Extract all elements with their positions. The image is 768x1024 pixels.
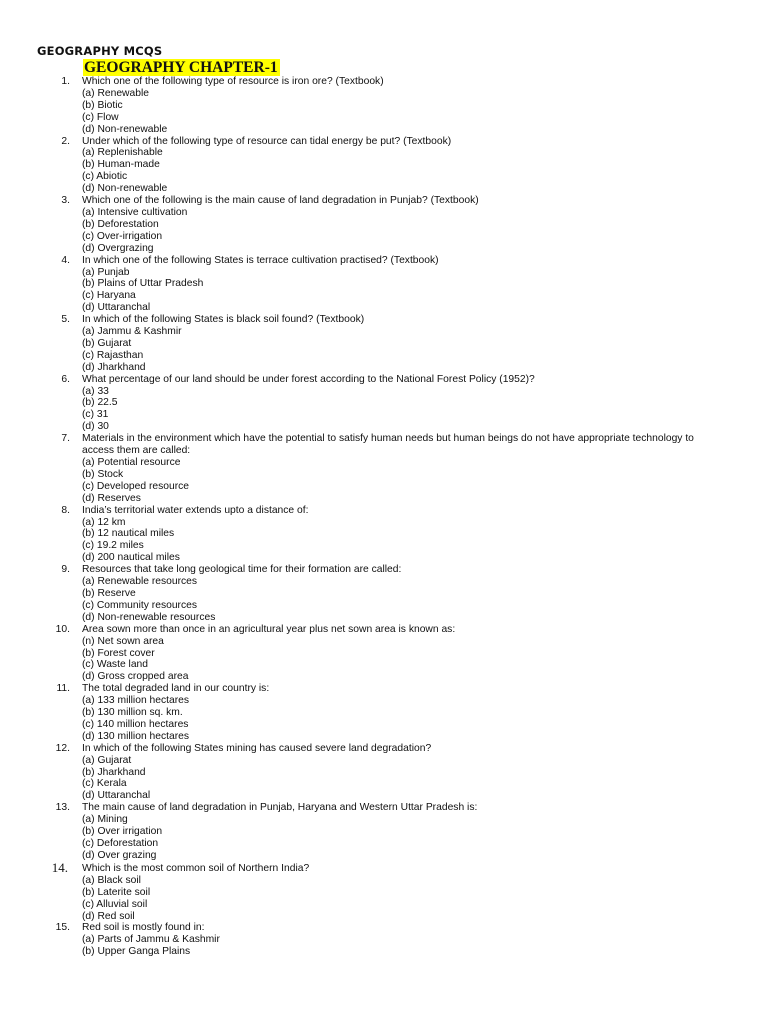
question-number: 13. [55, 802, 70, 814]
option: (d) 200 nautical miles [82, 552, 180, 564]
question-text: India’s territorial water extends upto a distance of: [82, 504, 309, 516]
question-number: 6. [61, 373, 70, 385]
option: (b) Deforestation [82, 218, 159, 230]
option: (b) Laterite soil [82, 886, 151, 898]
option: (d) 30 [82, 421, 109, 433]
option: (d) 130 million hectares [82, 730, 190, 742]
question-item [0, 195, 768, 255]
option: (b) Biotic [82, 99, 123, 111]
question-item [0, 314, 768, 374]
question-text: In which of the following States mining has caused severe land degradation? [82, 742, 432, 754]
option: (d) Non-renewable [82, 183, 168, 195]
question-text: Which one of the following is the main cause of land degradation in Punjab? (Textbook) [82, 195, 479, 207]
question-item [0, 624, 768, 684]
option: (c) Alluvial soil [82, 898, 148, 910]
chapter-title: GEOGRAPHY CHAPTER-1 [84, 59, 278, 76]
question-item [0, 743, 768, 803]
option: (a) Intensive cultivation [82, 206, 188, 218]
option: (b) Reserve [82, 587, 136, 599]
question-item [0, 564, 768, 624]
document-title: GEOGRAPHY MCQS [37, 44, 163, 58]
option: (b) 130 million sq. km. [82, 707, 183, 719]
option: (c) 140 million hectares [82, 718, 189, 730]
question-text: Area sown more than once in an agricultural year plus net sown area is known as: [82, 623, 456, 635]
option: (c) Community resources [82, 599, 198, 611]
option: (b) Upper Ganga Plains [82, 946, 191, 958]
question-number: 11. [56, 683, 70, 695]
option: (a) Gujarat [82, 754, 132, 766]
option: (a) Renewable resources [82, 576, 198, 588]
question-number: 5. [61, 314, 70, 326]
question-text: What percentage of our land should be under forest according to the National Forest Policy (1952)? [82, 373, 535, 385]
option: (a) 12 km [82, 516, 126, 528]
option: (a) Mining [82, 814, 128, 826]
question-text: Under which of the following type of resource can tidal energy be put? (Textbook) [82, 135, 452, 147]
question-text: Resources that take long geological time for their formation are called: [82, 564, 402, 576]
option: (c) Over-irrigation [82, 230, 163, 242]
option: (a) 133 million hectares [82, 695, 190, 707]
question-text: Red soil is mostly found in: [82, 922, 205, 934]
option: (b) Jharkhand [82, 766, 146, 778]
question-text: Which is the most common soil of Northern India? [82, 862, 310, 874]
question-text: In which one of the following States is terrace cultivation practised? (Textbook) [82, 254, 439, 266]
question-item [0, 255, 768, 315]
option: (b) Stock [82, 468, 124, 480]
question-number: 15. [55, 922, 70, 934]
question-item [0, 374, 768, 434]
option: (d) Non-renewable resources [82, 611, 216, 623]
question-item [0, 505, 768, 565]
question-text: In which of the following States is black soil found? (Textbook) [82, 314, 365, 326]
option: (b) Gujarat [82, 337, 132, 349]
option: (d) Uttaranchal [82, 790, 151, 802]
question-number: 4. [61, 254, 70, 266]
question-number: 7. [61, 433, 70, 445]
option: (b) Forest cover [82, 647, 155, 659]
question-text: The total degraded land in our country is: [82, 683, 270, 695]
question-item [0, 802, 768, 862]
question-number: 3. [61, 195, 70, 207]
option: (b) Over irrigation [82, 826, 163, 838]
question-item [0, 76, 768, 136]
option: (a) Black soil [82, 874, 141, 886]
question-item [0, 922, 768, 958]
question-item [0, 136, 768, 196]
option: (d) Reserves [82, 492, 141, 504]
option: (c) Kerala [82, 778, 127, 790]
question-text: Which one of the following type of resource is iron ore? (Textbook) [82, 76, 384, 87]
option: (c) Rajasthan [82, 349, 144, 361]
option: (a) Replenishable [82, 147, 163, 159]
option: (a) Renewable [82, 87, 149, 99]
question-item [0, 859, 768, 923]
option: (a) Punjab [82, 266, 130, 278]
option: (d) Uttaranchal [82, 302, 151, 314]
question-number: 1. [61, 76, 70, 87]
question-number: 8. [61, 504, 70, 516]
question-number: 12. [55, 742, 70, 754]
option: (a) 33 [82, 385, 109, 397]
option: (b) 22.5 [82, 397, 118, 409]
question-number: 2. [61, 135, 70, 147]
option: (a) Jammu & Kashmir [82, 326, 182, 338]
option: (d) Gross cropped area [82, 671, 189, 683]
option: (d) Non-renewable [82, 123, 168, 135]
option: (c) 31 [82, 409, 109, 421]
option: (a) Parts of Jammu & Kashmir [82, 934, 220, 946]
option: (c) Developed resource [82, 480, 190, 492]
question-number: 9. [61, 564, 70, 576]
question-list [0, 76, 768, 958]
question-item [0, 433, 768, 504]
question-number: 10. [55, 623, 70, 635]
option: (d) Jharkhand [82, 361, 146, 373]
option: (n) Net sown area [82, 635, 164, 647]
question-text: Materials in the environment which have the potential to satisfy human needs but human beings do not have appropriate technology to access them are called: [82, 433, 694, 457]
option: (c) Abiotic [82, 171, 128, 183]
option: (c) Waste land [82, 659, 148, 671]
option: (d) Over grazing [82, 849, 157, 861]
option: (a) Potential resource [82, 457, 181, 468]
option: (b) 12 nautical miles [82, 528, 175, 540]
option: (d) Overgrazing [82, 242, 154, 254]
question-text: The main cause of land degradation in Punjab, Haryana and Western Uttar Pradesh is: [82, 802, 478, 814]
option: (c) Haryana [82, 290, 136, 302]
option: (b) Plains of Uttar Pradesh [82, 278, 204, 290]
option: (c) Deforestation [82, 838, 159, 849]
question-number: 14. [51, 859, 68, 875]
option: (d) Red soil [82, 910, 135, 922]
option: (c) 19.2 miles [82, 540, 144, 552]
question-item [0, 683, 768, 743]
option: (b) Human-made [82, 159, 160, 171]
option: (c) Flow [82, 111, 119, 123]
